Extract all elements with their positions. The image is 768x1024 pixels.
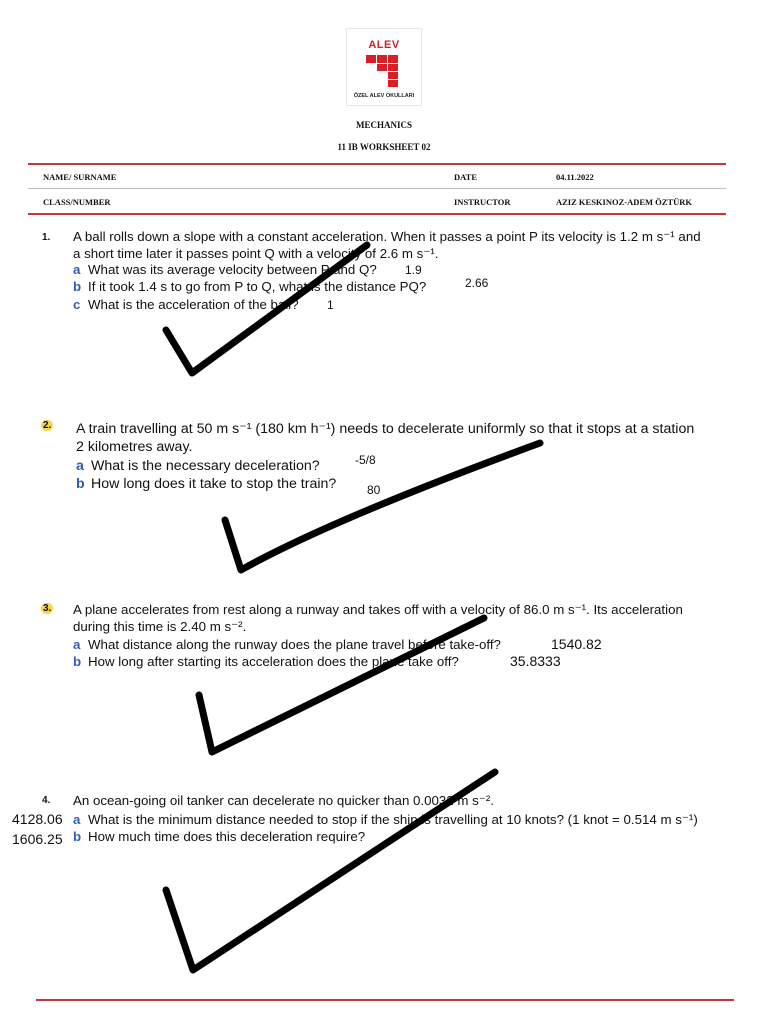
question-number: 2. [43, 420, 52, 431]
handwritten-answer: 4128.06 [12, 811, 63, 827]
handwritten-answer: 1 [327, 298, 334, 312]
subject-title: MECHANICS [355, 120, 412, 130]
part-letter: b [73, 654, 82, 669]
handwritten-answer: 80 [367, 483, 381, 497]
instructor-label: INSTRUCTOR [454, 197, 511, 207]
part-letter: a [73, 637, 81, 652]
part-text: What is the acceleration of the ball? [88, 297, 299, 312]
worksheet-title: 11 IB WORKSHEET 02 [337, 142, 431, 152]
check-mark-icon [199, 618, 484, 752]
part-letter: b [76, 476, 85, 492]
logo-brand: ALEV [368, 39, 400, 51]
part-text: What is the minimum distance needed to stop if the ship is travelling at 10 knots? (1 knot = 0.514 m s⁻¹) [88, 812, 698, 827]
part-letter: a [73, 812, 81, 827]
name-label: NAME/ SURNAME [43, 172, 117, 182]
part-text: How long after starting its acceleration does the plane take off? [88, 654, 459, 669]
check-mark-icon [166, 772, 495, 970]
part-letter: a [76, 458, 84, 474]
logo-school-name: ÖZEL ALEV OKULLARI [353, 93, 415, 99]
handwritten-answer: 2.66 [465, 276, 489, 290]
date-label: DATE [454, 172, 477, 182]
check-mark-icon [225, 443, 540, 570]
part-letter: b [73, 829, 82, 844]
question-text-line: a short time later it passes point Q with a velocity of 2.6 m s⁻¹. [73, 246, 439, 261]
handwritten-answer: 1606.25 [12, 831, 63, 847]
part-text: What was its average velocity between P and Q? [88, 262, 377, 277]
footer-rule [36, 999, 734, 1001]
instructor-value: AZIZ KESKINOZ-ADEM ÖZTÜRK [556, 197, 693, 207]
check-mark-icon [166, 245, 367, 373]
date-value: 04.11.2022 [556, 172, 594, 182]
question-text-line: A plane accelerates from rest along a runway and takes off with a velocity of 86.0 m s⁻¹. Its acceleration [73, 602, 683, 617]
question-text-line: during this time is 2.40 m s⁻². [73, 619, 247, 634]
handwritten-answer: 35.8333 [510, 653, 561, 669]
part-text: What is the necessary deceleration? [91, 458, 320, 474]
part-text: What distance along the runway does the plane travel before take-off? [88, 637, 501, 652]
part-letter: b [73, 279, 82, 294]
question-text-line: 2 kilometres away. [76, 439, 193, 455]
question-text-line: A train travelling at 50 m s⁻¹ (180 km h⁻¹) needs to decelerate uniformly so that it stops at a station [76, 421, 695, 437]
part-letter: a [73, 262, 81, 277]
question-number: 1. [42, 232, 51, 243]
handwritten-answer: 1540.82 [551, 636, 602, 652]
question-number: 4. [42, 795, 51, 806]
part-text: How much time does this deceleration require? [88, 829, 366, 844]
handwritten-answer: -5/8 [355, 453, 376, 467]
part-text: How long does it take to stop the train? [91, 476, 337, 492]
part-letter: c [73, 297, 81, 312]
question-number: 3. [43, 603, 52, 614]
class-label: CLASS/NUMBER [43, 197, 111, 207]
question-text-line: An ocean-going oil tanker can decelerate no quicker than 0.0032 m s⁻². [73, 793, 494, 808]
handwritten-answer: 1.9 [405, 263, 422, 277]
part-text: If it took 1.4 s to go from P to Q, what is the distance PQ? [88, 279, 427, 294]
question-text-line: A ball rolls down a slope with a constant acceleration. When it passes a point P its velocity is 1.2 m s⁻¹ and [73, 229, 701, 244]
